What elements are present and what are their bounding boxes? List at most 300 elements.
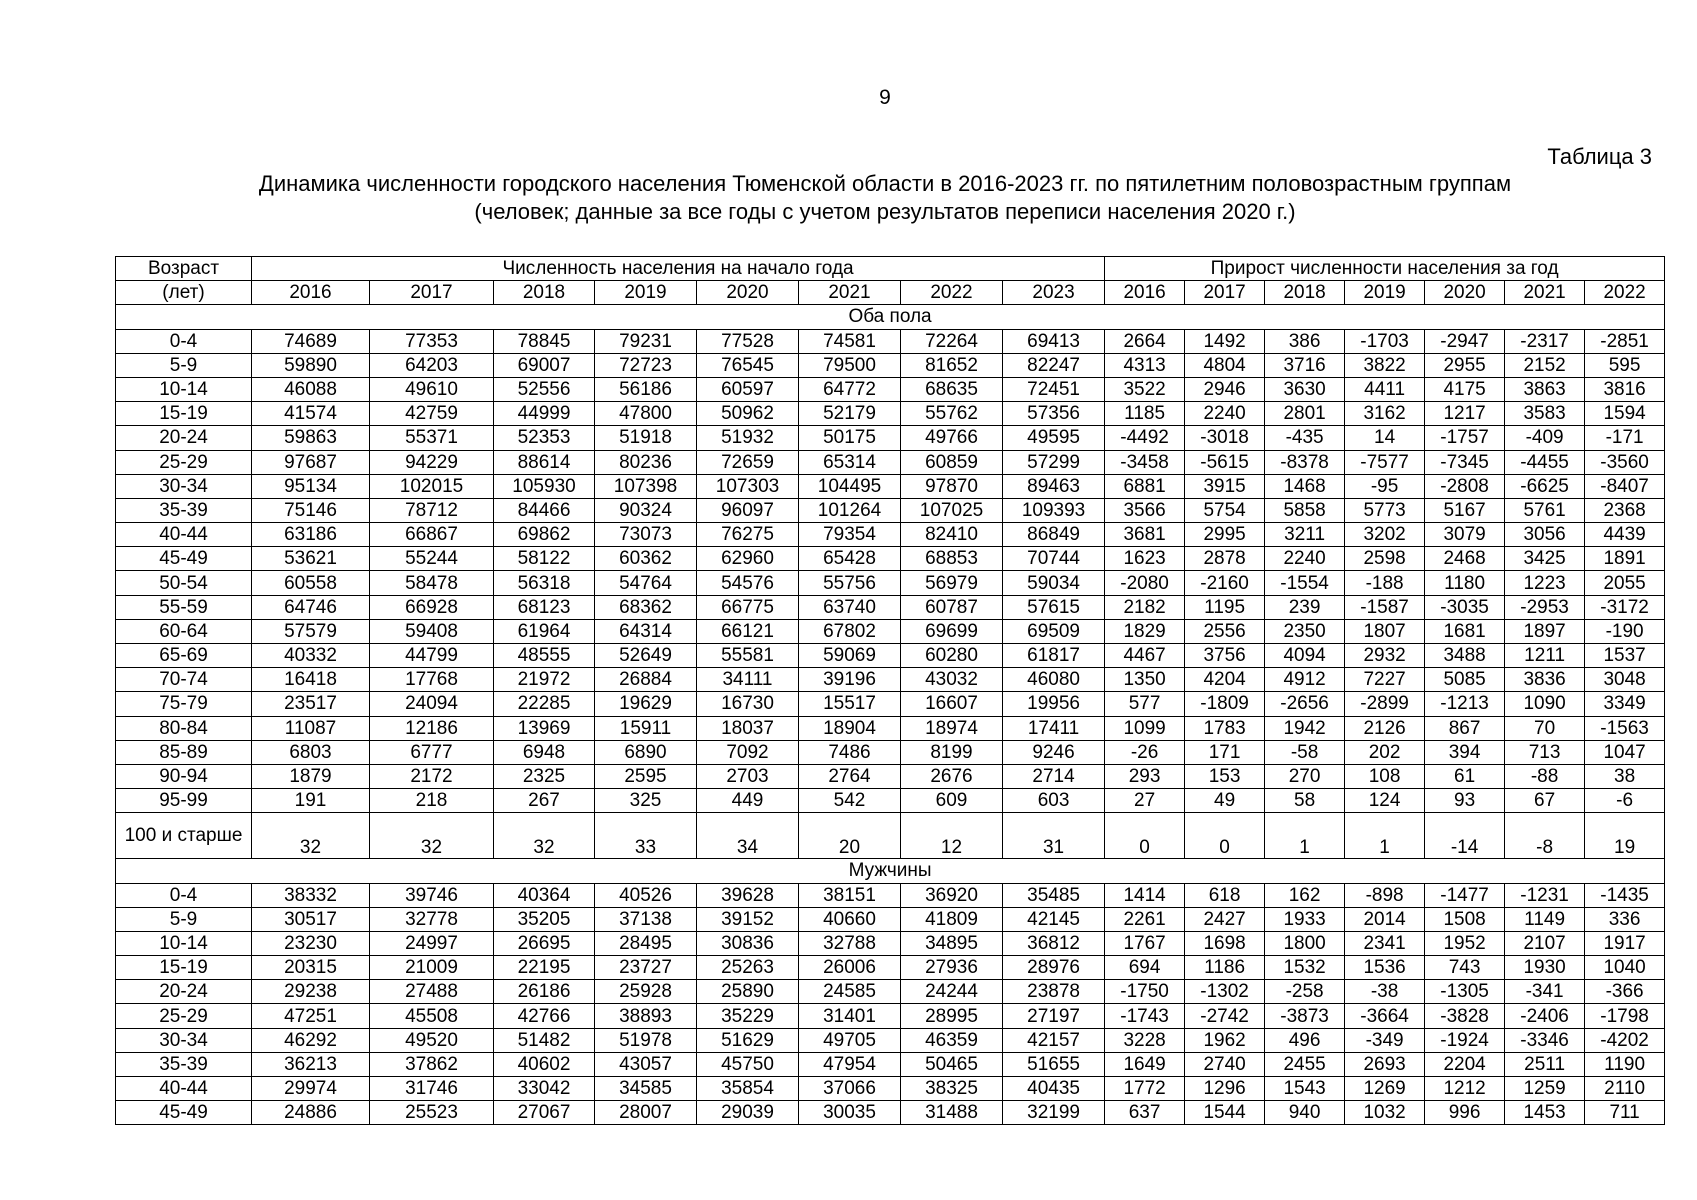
age-cell: 35-39	[116, 1052, 252, 1076]
population-cell: 27197	[1003, 1004, 1105, 1028]
population-cell: 46292	[252, 1028, 370, 1052]
growth-cell: 2107	[1505, 931, 1585, 955]
growth-cell: 93	[1425, 789, 1505, 813]
population-cell: 76545	[697, 353, 799, 377]
population-cell: 40332	[252, 644, 370, 668]
population-cell: 22285	[494, 692, 595, 716]
population-cell: 66928	[370, 595, 494, 619]
population-cell: 35854	[697, 1077, 799, 1101]
growth-cell: 1623	[1105, 547, 1185, 571]
growth-year-header: 2020	[1425, 281, 1505, 305]
table-row	[116, 1052, 1665, 1076]
section-title: Оба пола	[116, 305, 1665, 329]
population-cell: 69699	[901, 619, 1003, 643]
growth-cell: 713	[1505, 740, 1585, 764]
age-cell: 95-99	[116, 789, 252, 813]
growth-cell: 5085	[1425, 668, 1505, 692]
growth-cell: -2851	[1585, 329, 1665, 353]
population-cell: 63186	[252, 523, 370, 547]
population-cell: 90324	[595, 498, 697, 522]
population-cell: 77528	[697, 329, 799, 353]
population-cell: 34895	[901, 931, 1003, 955]
age-header-unit: (лет)	[116, 281, 252, 305]
growth-cell: 394	[1425, 740, 1505, 764]
population-cell: 37862	[370, 1052, 494, 1076]
growth-cell: 2556	[1185, 619, 1265, 643]
growth-cell: 1453	[1505, 1101, 1585, 1125]
population-cell: 49610	[370, 377, 494, 401]
age-cell: 55-59	[116, 595, 252, 619]
growth-cell: -1587	[1345, 595, 1425, 619]
population-cell: 109393	[1003, 498, 1105, 522]
growth-cell: 2598	[1345, 547, 1425, 571]
population-cell: 60859	[901, 450, 1003, 474]
growth-cell: -3828	[1425, 1004, 1505, 1028]
age-cell: 20-24	[116, 980, 252, 1004]
age-cell: 40-44	[116, 523, 252, 547]
population-cell: 47251	[252, 1004, 370, 1028]
population-cell: 42759	[370, 402, 494, 426]
population-cell: 65428	[799, 547, 901, 571]
population-cell: 17768	[370, 668, 494, 692]
growth-cell: -1231	[1505, 883, 1585, 907]
growth-cell: 3228	[1105, 1028, 1185, 1052]
population-cell: 69862	[494, 523, 595, 547]
age-cell: 30-34	[116, 474, 252, 498]
growth-cell: 4411	[1345, 377, 1425, 401]
population-cell: 42145	[1003, 907, 1105, 931]
population-cell: 74581	[799, 329, 901, 353]
growth-cell: 1090	[1505, 692, 1585, 716]
growth-cell: 386	[1265, 329, 1345, 353]
population-cell: 29974	[252, 1077, 370, 1101]
population-cell: 59034	[1003, 571, 1105, 595]
population-cell: 36812	[1003, 931, 1105, 955]
population-cell: 52556	[494, 377, 595, 401]
population-cell: 18904	[799, 716, 901, 740]
population-cell: 77353	[370, 329, 494, 353]
table-title	[0, 170, 1697, 226]
growth-cell: 3349	[1585, 692, 1665, 716]
population-cell: 31488	[901, 1101, 1003, 1125]
population-cell: 24585	[799, 980, 901, 1004]
population-cell: 1879	[252, 764, 370, 788]
growth-cell: 1	[1345, 813, 1425, 859]
header-row-1	[116, 257, 1665, 281]
growth-cell: -38	[1345, 980, 1425, 1004]
growth-cell: 2878	[1185, 547, 1265, 571]
population-cell: 27488	[370, 980, 494, 1004]
growth-cell: 2240	[1185, 402, 1265, 426]
population-cell: 46359	[901, 1028, 1003, 1052]
population-cell: 62960	[697, 547, 799, 571]
population-cell: 32	[252, 813, 370, 859]
growth-cell: 1681	[1425, 619, 1505, 643]
growth-cell: 2468	[1425, 547, 1505, 571]
growth-cell: 1543	[1265, 1077, 1345, 1101]
growth-cell: -1757	[1425, 426, 1505, 450]
growth-cell: 3836	[1505, 668, 1585, 692]
population-cell: 61964	[494, 619, 595, 643]
population-cell: 16730	[697, 692, 799, 716]
population-cell: 55756	[799, 571, 901, 595]
population-cell: 609	[901, 789, 1003, 813]
population-cell: 34	[697, 813, 799, 859]
growth-cell: -898	[1345, 883, 1425, 907]
growth-cell: -2953	[1505, 595, 1585, 619]
growth-cell: 3522	[1105, 377, 1185, 401]
growth-cell: 124	[1345, 789, 1425, 813]
table-row	[116, 619, 1665, 643]
population-cell: 66121	[697, 619, 799, 643]
population-cell: 42766	[494, 1004, 595, 1028]
population-cell: 46088	[252, 377, 370, 401]
population-cell: 44799	[370, 644, 494, 668]
population-cell: 58122	[494, 547, 595, 571]
growth-cell: 2455	[1265, 1052, 1345, 1076]
growth-cell: 3056	[1505, 523, 1585, 547]
population-cell: 26006	[799, 956, 901, 980]
population-cell: 35485	[1003, 883, 1105, 907]
age-cell: 35-39	[116, 498, 252, 522]
year-header: 2019	[595, 281, 697, 305]
population-cell: 96097	[697, 498, 799, 522]
population-cell: 59863	[252, 426, 370, 450]
population-cell: 20	[799, 813, 901, 859]
growth-cell: -6625	[1505, 474, 1585, 498]
population-cell: 20315	[252, 956, 370, 980]
growth-cell: -1798	[1585, 1004, 1665, 1028]
population-cell: 25263	[697, 956, 799, 980]
growth-cell: -188	[1345, 571, 1425, 595]
growth-cell: 202	[1345, 740, 1425, 764]
year-header: 2023	[1003, 281, 1105, 305]
population-cell: 53621	[252, 547, 370, 571]
table-row	[116, 980, 1665, 1004]
growth-cell: 2995	[1185, 523, 1265, 547]
table-label: Таблица 3	[1547, 144, 1652, 169]
growth-cell: 4804	[1185, 353, 1265, 377]
population-cell: 30517	[252, 907, 370, 931]
age-cell: 15-19	[116, 956, 252, 980]
population-cell: 63740	[799, 595, 901, 619]
growth-cell: -5615	[1185, 450, 1265, 474]
population-cell: 75146	[252, 498, 370, 522]
growth-cell: 1223	[1505, 571, 1585, 595]
growth-cell: 171	[1185, 740, 1265, 764]
population-cell: 37138	[595, 907, 697, 931]
growth-cell: 3630	[1265, 377, 1345, 401]
growth-cell: -7345	[1425, 450, 1505, 474]
growth-cell: -26	[1105, 740, 1185, 764]
population-cell: 12	[901, 813, 1003, 859]
growth-cell: 1942	[1265, 716, 1345, 740]
growth-cell: 1269	[1345, 1077, 1425, 1101]
population-cell: 6777	[370, 740, 494, 764]
population-cell: 68635	[901, 377, 1003, 401]
growth-cell: 1962	[1185, 1028, 1265, 1052]
age-cell: 5-9	[116, 353, 252, 377]
growth-cell: 67	[1505, 789, 1585, 813]
population-cell: 51655	[1003, 1052, 1105, 1076]
table-row	[116, 450, 1665, 474]
growth-cell: 1800	[1265, 931, 1345, 955]
population-cell: 107398	[595, 474, 697, 498]
population-cell: 603	[1003, 789, 1105, 813]
population-cell: 47954	[799, 1052, 901, 1076]
growth-cell: 1212	[1425, 1077, 1505, 1101]
growth-cell: -2947	[1425, 329, 1505, 353]
growth-cell: 2341	[1345, 931, 1425, 955]
table-row	[116, 956, 1665, 980]
growth-cell: 1537	[1585, 644, 1665, 668]
population-cell: 2764	[799, 764, 901, 788]
growth-cell: 19	[1585, 813, 1665, 859]
population-cell: 74689	[252, 329, 370, 353]
growth-cell: -1305	[1425, 980, 1505, 1004]
population-cell: 29039	[697, 1101, 799, 1125]
population-cell: 60558	[252, 571, 370, 595]
growth-cell: 4204	[1185, 668, 1265, 692]
population-cell: 56979	[901, 571, 1003, 595]
population-cell: 65314	[799, 450, 901, 474]
age-cell: 0-4	[116, 329, 252, 353]
population-cell: 54576	[697, 571, 799, 595]
growth-year-header: 2016	[1105, 281, 1185, 305]
growth-cell: 2932	[1345, 644, 1425, 668]
growth-cell: 3756	[1185, 644, 1265, 668]
growth-cell: 1917	[1585, 931, 1665, 955]
growth-cell: 3915	[1185, 474, 1265, 498]
population-cell: 94229	[370, 450, 494, 474]
population-cell: 2703	[697, 764, 799, 788]
population-cell: 542	[799, 789, 901, 813]
growth-cell: -2080	[1105, 571, 1185, 595]
population-cell: 49766	[901, 426, 1003, 450]
growth-cell: 867	[1425, 716, 1505, 740]
population-cell: 51932	[697, 426, 799, 450]
growth-cell: -2742	[1185, 1004, 1265, 1028]
population-cell: 39628	[697, 883, 799, 907]
growth-cell: 2182	[1105, 595, 1185, 619]
population-cell: 2325	[494, 764, 595, 788]
growth-cell: 1040	[1585, 956, 1665, 980]
population-cell: 218	[370, 789, 494, 813]
growth-cell: 1594	[1585, 402, 1665, 426]
table-row	[116, 547, 1665, 571]
population-cell: 45508	[370, 1004, 494, 1028]
age-cell: 25-29	[116, 1004, 252, 1028]
growth-cell: 4313	[1105, 353, 1185, 377]
growth-cell: -8	[1505, 813, 1585, 859]
growth-cell: -1809	[1185, 692, 1265, 716]
growth-cell: 1296	[1185, 1077, 1265, 1101]
population-cell: 52179	[799, 402, 901, 426]
age-cell: 100 и старше	[116, 813, 252, 859]
population-cell: 40364	[494, 883, 595, 907]
population-cell: 2172	[370, 764, 494, 788]
growth-cell: -366	[1585, 980, 1665, 1004]
table-row	[116, 426, 1665, 450]
population-cell: 60362	[595, 547, 697, 571]
population-cell: 6890	[595, 740, 697, 764]
population-cell: 68853	[901, 547, 1003, 571]
population-cell: 24997	[370, 931, 494, 955]
population-cell: 24886	[252, 1101, 370, 1125]
growth-cell: 2801	[1265, 402, 1345, 426]
population-cell: 56318	[494, 571, 595, 595]
population-cell: 29238	[252, 980, 370, 1004]
growth-cell: -2406	[1505, 1004, 1585, 1028]
table-row	[116, 789, 1665, 813]
growth-cell: 2511	[1505, 1052, 1585, 1076]
population-cell: 55581	[697, 644, 799, 668]
population-cell: 27067	[494, 1101, 595, 1125]
growth-cell: -88	[1505, 764, 1585, 788]
population-cell: 78845	[494, 329, 595, 353]
growth-cell: -1435	[1585, 883, 1665, 907]
age-cell: 15-19	[116, 402, 252, 426]
population-cell: 97870	[901, 474, 1003, 498]
growth-cell: -3873	[1265, 1004, 1345, 1028]
table-row	[116, 402, 1665, 426]
population-cell: 18037	[697, 716, 799, 740]
population-cell: 28007	[595, 1101, 697, 1125]
growth-cell: 1933	[1265, 907, 1345, 931]
population-cell: 36920	[901, 883, 1003, 907]
growth-cell: 293	[1105, 764, 1185, 788]
growth-cell: 2955	[1425, 353, 1505, 377]
population-cell: 72451	[1003, 377, 1105, 401]
growth-cell: -1743	[1105, 1004, 1185, 1028]
age-cell: 10-14	[116, 377, 252, 401]
table-row	[116, 1004, 1665, 1028]
population-cell: 86849	[1003, 523, 1105, 547]
population-cell: 54764	[595, 571, 697, 595]
growth-cell: 577	[1105, 692, 1185, 716]
population-group-header: Численность населения на начало года	[252, 257, 1105, 281]
population-cell: 70744	[1003, 547, 1105, 571]
growth-year-header: 2017	[1185, 281, 1265, 305]
growth-cell: -2317	[1505, 329, 1585, 353]
growth-cell: 1180	[1425, 571, 1505, 595]
population-cell: 2595	[595, 764, 697, 788]
age-cell: 5-9	[116, 907, 252, 931]
population-cell: 45750	[697, 1052, 799, 1076]
population-cell: 49595	[1003, 426, 1105, 450]
year-header: 2022	[901, 281, 1003, 305]
growth-cell: 3816	[1585, 377, 1665, 401]
population-cell: 33042	[494, 1077, 595, 1101]
population-cell: 43057	[595, 1052, 697, 1076]
population-cell: 30035	[799, 1101, 901, 1125]
population-cell: 13969	[494, 716, 595, 740]
population-cell: 64772	[799, 377, 901, 401]
growth-cell: 3211	[1265, 523, 1345, 547]
growth-cell: 2350	[1265, 619, 1345, 643]
growth-cell: 5754	[1185, 498, 1265, 522]
growth-cell: 14	[1345, 426, 1425, 450]
growth-cell: 2740	[1185, 1052, 1265, 1076]
growth-cell: -1924	[1425, 1028, 1505, 1052]
growth-cell: 4439	[1585, 523, 1665, 547]
growth-cell: 1767	[1105, 931, 1185, 955]
year-header: 2021	[799, 281, 901, 305]
table-row	[116, 644, 1665, 668]
table-row	[116, 692, 1665, 716]
growth-cell: -1302	[1185, 980, 1265, 1004]
population-cell: 40602	[494, 1052, 595, 1076]
population-cell: 44999	[494, 402, 595, 426]
growth-cell: 3202	[1345, 523, 1425, 547]
growth-cell: 1185	[1105, 402, 1185, 426]
growth-cell: 940	[1265, 1101, 1345, 1125]
population-cell: 9246	[1003, 740, 1105, 764]
growth-cell: 162	[1265, 883, 1345, 907]
population-cell: 33	[595, 813, 697, 859]
population-cell: 66775	[697, 595, 799, 619]
growth-cell: 694	[1105, 956, 1185, 980]
population-cell: 26695	[494, 931, 595, 955]
population-cell: 15911	[595, 716, 697, 740]
growth-cell: -435	[1265, 426, 1345, 450]
population-cell: 51978	[595, 1028, 697, 1052]
growth-year-header: 2021	[1505, 281, 1585, 305]
population-cell: 30836	[697, 931, 799, 955]
growth-cell: 743	[1425, 956, 1505, 980]
population-cell: 88614	[494, 450, 595, 474]
population-cell: 57299	[1003, 450, 1105, 474]
growth-cell: -14	[1425, 813, 1505, 859]
population-cell: 41809	[901, 907, 1003, 931]
population-cell: 61817	[1003, 644, 1105, 668]
growth-cell: 2664	[1105, 329, 1185, 353]
population-cell: 267	[494, 789, 595, 813]
growth-cell: 70	[1505, 716, 1585, 740]
growth-cell: -95	[1345, 474, 1425, 498]
population-cell: 32	[494, 813, 595, 859]
growth-cell: -1703	[1345, 329, 1425, 353]
population-cell: 28495	[595, 931, 697, 955]
growth-cell: 3488	[1425, 644, 1505, 668]
population-cell: 31	[1003, 813, 1105, 859]
population-cell: 51629	[697, 1028, 799, 1052]
age-cell: 85-89	[116, 740, 252, 764]
population-cell: 31746	[370, 1077, 494, 1101]
growth-cell: -258	[1265, 980, 1345, 1004]
title-line-1: Динамика численности городского населения Тюменской области в 2016-2023 гг. по пятилетним половозрастным группам	[258, 171, 1512, 196]
growth-cell: 2946	[1185, 377, 1265, 401]
population-cell: 24244	[901, 980, 1003, 1004]
table-row	[116, 523, 1665, 547]
population-cell: 72659	[697, 450, 799, 474]
growth-cell: 58	[1265, 789, 1345, 813]
population-cell: 79231	[595, 329, 697, 353]
growth-cell: -2656	[1265, 692, 1345, 716]
growth-cell: -4455	[1505, 450, 1585, 474]
population-cell: 2714	[1003, 764, 1105, 788]
growth-cell: 1508	[1425, 907, 1505, 931]
population-cell: 39746	[370, 883, 494, 907]
population-cell: 25890	[697, 980, 799, 1004]
growth-cell: 1468	[1265, 474, 1345, 498]
population-cell: 58478	[370, 571, 494, 595]
growth-cell: 153	[1185, 764, 1265, 788]
growth-cell: 1195	[1185, 595, 1265, 619]
population-cell: 60280	[901, 644, 1003, 668]
population-cell: 79354	[799, 523, 901, 547]
table-row	[116, 1028, 1665, 1052]
